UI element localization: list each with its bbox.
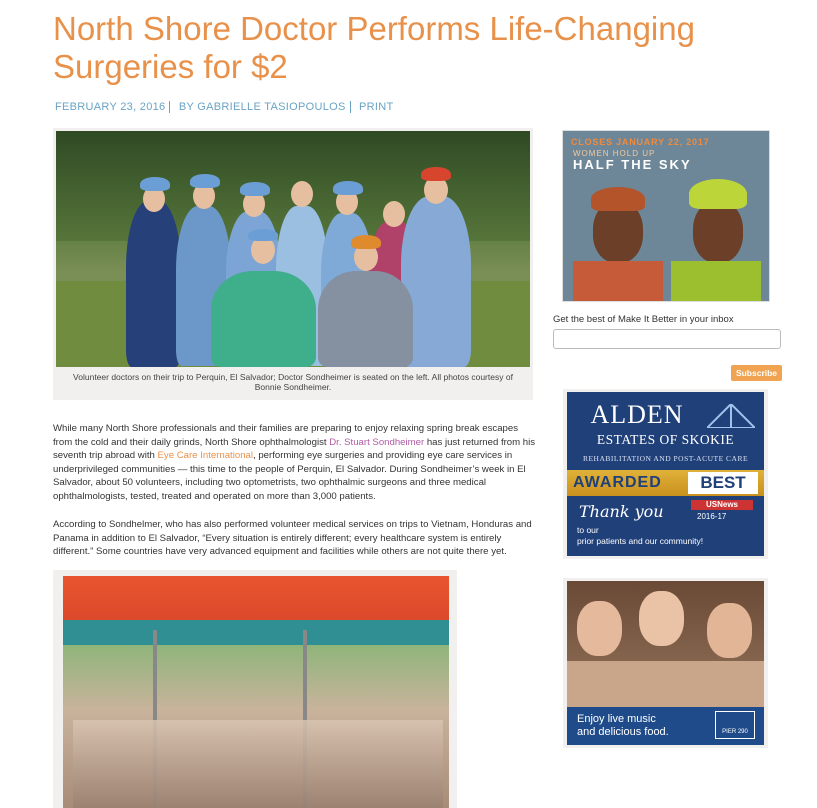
seated-doctor — [318, 271, 413, 367]
thank-you-script: Thank you — [579, 502, 664, 521]
eye-care-international-link[interactable]: Eye Care International — [157, 450, 253, 461]
alden-logo-text: ALDEN — [590, 400, 684, 429]
article-paragraph-1: While many North Shore professionals and their families are preparing to enjoy relaxing spring break escapes from the cold and their daily grinds, North Shore ophthalmologist Dr. Stuart Sondheimer has just returned from his seventh trip abroad with Eye Care International, performing eye surgeries and providing eye care services in underprivileged communities — this time to the people of Perquin, El Salvador. During Sondheimer’s week in El Salvador, about 50 volunteers, including two optometrists, two ophthalmic surgeons and three medical ophthalmologists, tested, treated and operated on more than 3,000 patients. — [53, 423, 536, 502]
clothing — [671, 261, 761, 301]
woman-face — [707, 603, 752, 658]
pier-ad-inner — [567, 581, 764, 745]
surgical-cap — [333, 181, 363, 195]
alden-rehab-text: REHABILITATION AND POST-ACUTE CARE — [582, 454, 749, 463]
pier-290-logo: PIER 290 — [715, 711, 755, 739]
newsletter-email-input[interactable] — [553, 329, 781, 349]
seated-doctor — [211, 271, 316, 367]
print-link[interactable]: PRINT — [358, 101, 394, 113]
volunteer-person — [126, 201, 181, 367]
article-paragraph-2: According to Sondhelmer, who has also performed volunteer medical services on trips to Vietnam, Honduras and Panama in addition to El Salvador, “Every situation is entirely different; every healthcare system is entirely different.” Some countries have very advanced equipment and facilities while others are not quite there yet. — [53, 519, 532, 557]
ad-headline: HALF THE SKY — [573, 157, 692, 172]
award-year: 2016-17 — [697, 512, 727, 521]
volunteer-doctors-photo — [53, 128, 533, 400]
surgical-cap — [140, 177, 170, 191]
patients-crowd-photo — [53, 570, 457, 808]
seated-patients — [73, 720, 443, 808]
article-title: North Shore Doctor Performs Life-Changing Surgeries for $2 — [53, 10, 695, 85]
alden-logo-icon — [707, 404, 755, 428]
pier-290-ad[interactable] — [563, 578, 768, 748]
volunteer-doctors-image — [56, 131, 530, 367]
face — [383, 201, 405, 227]
surgical-cap — [351, 235, 381, 249]
half-the-sky-ad[interactable] — [562, 130, 770, 302]
usnews-badge: USNews — [691, 500, 753, 510]
newsletter-label: Get the best of Make It Better in your inbox — [553, 314, 734, 325]
best-badge: BEST — [688, 472, 758, 494]
woman-face — [693, 201, 743, 263]
teal-tent — [63, 620, 449, 645]
clothing — [573, 261, 663, 301]
article-meta — [55, 101, 397, 113]
alden-estates-text: ESTATES OF SKOKIE — [596, 432, 735, 447]
dr-sondheimer-link[interactable]: Dr. Stuart Sondheimer — [329, 436, 425, 448]
ad-closes-date: CLOSES JANUARY 22, 2017 — [571, 137, 710, 147]
woman-face — [577, 601, 622, 656]
photo-caption: Volunteer doctors on their trip to Perquin, El Salvador; Doctor Sondheimer is seated on the left. All photos courtesy of Bonnie Sondheimer. — [73, 372, 513, 392]
awarded-text: AWARDED — [573, 474, 662, 491]
headwrap — [689, 179, 747, 209]
face — [291, 181, 313, 207]
pier-ad-text: Enjoy live music and delicious food. — [577, 713, 669, 738]
surgical-cap — [240, 182, 270, 196]
ad-subtitle: WOMEN HOLD UP — [573, 149, 656, 158]
woman-face — [639, 591, 684, 646]
article-author[interactable]: BY GABRIELLE TASIOPOULOS — [179, 101, 351, 113]
thank-you-message: to our prior patients and our community! — [577, 525, 704, 546]
alden-ad-inner — [567, 392, 764, 556]
surgical-cap — [190, 174, 220, 188]
subscribe-button[interactable]: Subscribe — [731, 365, 782, 381]
alden-estates-ad[interactable] — [563, 389, 768, 559]
headwrap — [591, 187, 645, 211]
surgical-cap — [421, 167, 451, 181]
surgical-cap — [248, 229, 278, 241]
article-date: FEBRUARY 23, 2016 — [55, 101, 170, 113]
people-clothing — [567, 661, 764, 707]
